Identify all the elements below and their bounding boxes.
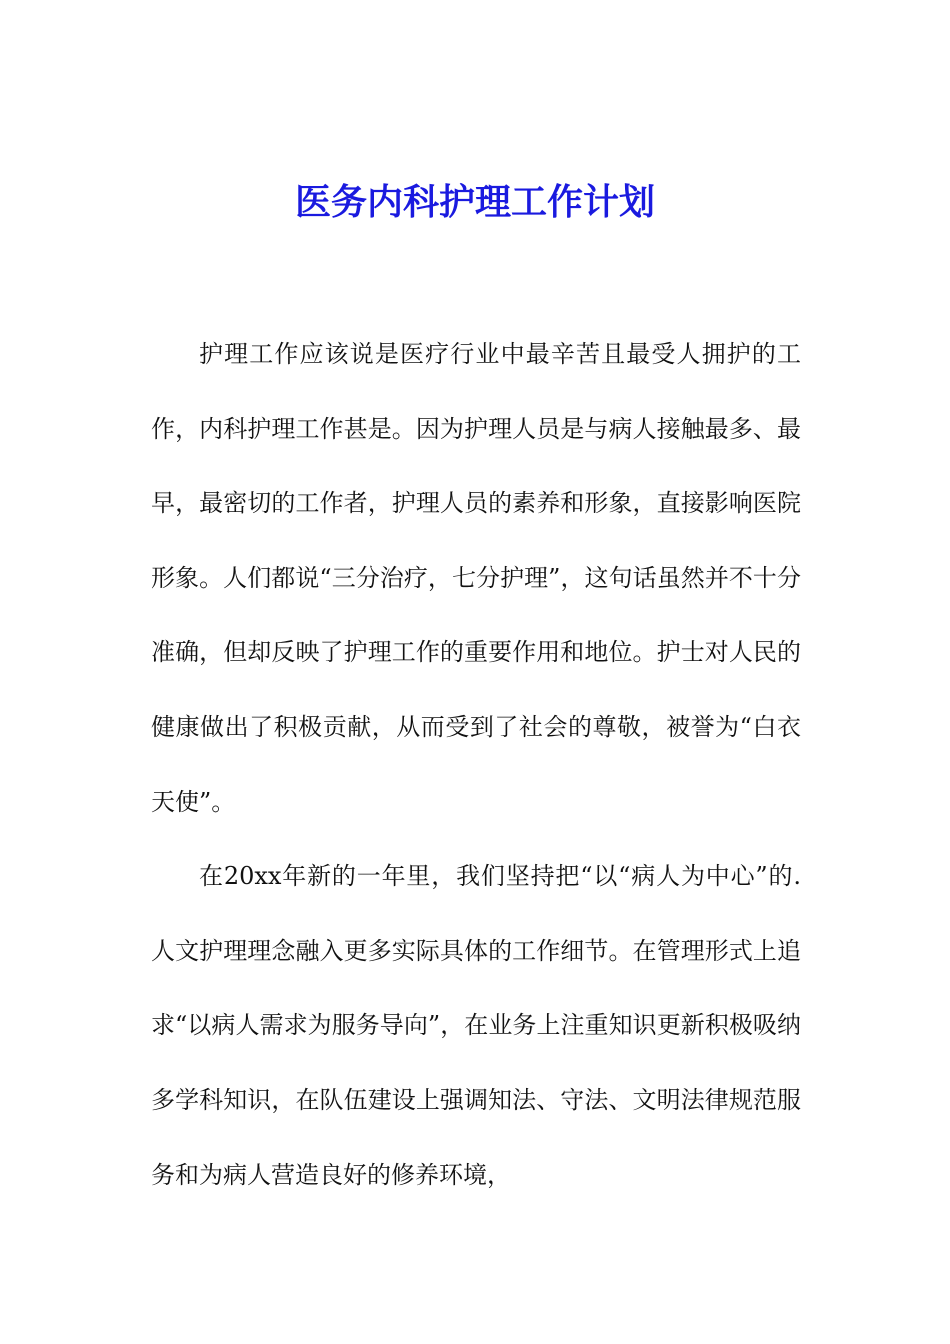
document-body	[151, 317, 801, 1212]
paragraph-1: 护理工作应该说是医疗行业中最辛苦且最受人拥护的工作，内科护理工作甚是。因为护理人员是与病人接触最多、最早，最密切的工作者，护理人员的素养和形象，直接影响医院形象。人们都说“三分治疗，七分护理”，这句话虽然并不十分准确，但却反映了护理工作的重要作用和地位。护士对人民的健康做出了积极贡献，从而受到了社会的尊敬，被誉为“白衣天使”。	[151, 340, 801, 816]
paragraph-2: 在20xx年新的一年里，我们坚持把“以“病人为中心”的.人文护理理念融入更多实际具体的工作细节。在管理形式上追求“以病人需求为服务导向”，在业务上注重知识更新积极吸纳多学科知识，在队伍建设上强调知法、守法、文明法律规范服务和为病人营造良好的修养环境，	[151, 862, 801, 1189]
document-title: 医务内科护理工作计划	[294, 181, 655, 223]
